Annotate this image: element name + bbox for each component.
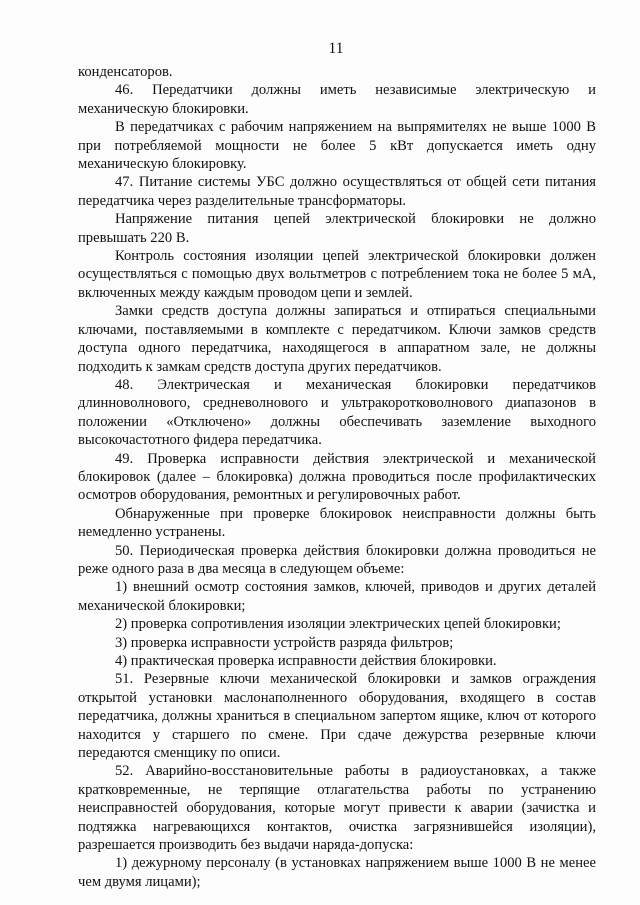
list-item: 1) дежурному персоналу (в установках напряжением выше 1000 В не менее чем двумя лицами); — [78, 855, 596, 890]
paragraph: 49. Проверка исправности действия электрической и механической блокировок (далее – блокировка) должна проводиться после профилактических осмотров оборудования, ремонтных и регулировочных работ. — [78, 450, 596, 504]
list-item: 2) проверка сопротивления изоляции электрических цепей блокировки; — [115, 616, 561, 633]
paragraph: Контроль состояния изоляции цепей электрической блокировки должен осуществляться с помощью двух вольтметров с потреблением тока не более 5 мА, включенных между каждым проводом цепи и землей. — [78, 248, 596, 301]
list-item: 3) проверка исправности устройств разряда фильтров; — [115, 634, 454, 651]
paragraph: Замки средств доступа должны запираться и отпираться специальными ключами, поставляемыми в комплекте с передатчиком. Ключи замков средств доступа одного передатчика, находящегося в аппаратном зале, не должны подходить к замкам средств доступа других передатчиков. — [78, 303, 596, 375]
paragraph: 52. Аварийно-восстановительные работы в радиоустановках, а также кратковременные, не терпящие отлагательства работы по устранению неисправностей оборудования, которые могут привести к аварии (зачистка и подтяжка нагревающихся контактов, очистка загрязнившейся изоляции), разрешается производить без выдачи наряда-допуска: — [78, 763, 596, 854]
paragraph: В передатчиках с рабочим напряжением на выпрямителях не выше 1000 В при потребляемой мощности не более 5 кВт допускается иметь одну механическую блокировку. — [78, 119, 596, 173]
page-number: 11 — [328, 40, 344, 57]
paragraph: конденсаторов. — [78, 64, 173, 80]
paragraph: 50. Периодическая проверка действия блокировки должна проводиться не реже одного раза в два месяца в следующем объеме: — [78, 542, 596, 577]
paragraph: 46. Передатчики должны иметь независимые электрическую и механическую блокировки. — [78, 82, 596, 117]
document-body — [78, 63, 596, 891]
paragraph: 47. Питание системы УБС должно осуществляться от общей сети питания передатчика через разделительные трансформаторы. — [78, 174, 596, 209]
list-item: 4) практическая проверка исправности действия блокировки. — [115, 653, 497, 669]
paragraph: Обнаруженные при проверке блокировок неисправности должны быть немедленно устранены. — [78, 505, 596, 541]
paragraph: 51. Резервные ключи механической блокировки и замков ограждения открытой установки маслонаполненного оборудования, входящего в состав передатчика, должны храниться в специальном запертом ящике, ключ от которого находится у старшего по смене. При сдаче дежурства резервные ключи передаются сменщику по описи. — [78, 671, 596, 762]
paragraph: Напряжение питания цепей электрической блокировки не должно превышать 220 В. — [78, 211, 596, 246]
paragraph: 48. Электрическая и механическая блокировки передатчиков длинноволнового, средневолнового и ультракоротковолнового диапазонов в положении «Отключено» должны обеспечивать заземление выходного высокочастотного фидера передатчика. — [78, 376, 596, 449]
list-item: 1) внешний осмотр состояния замков, ключей, приводов и других деталей механической блокировки; — [78, 579, 596, 614]
